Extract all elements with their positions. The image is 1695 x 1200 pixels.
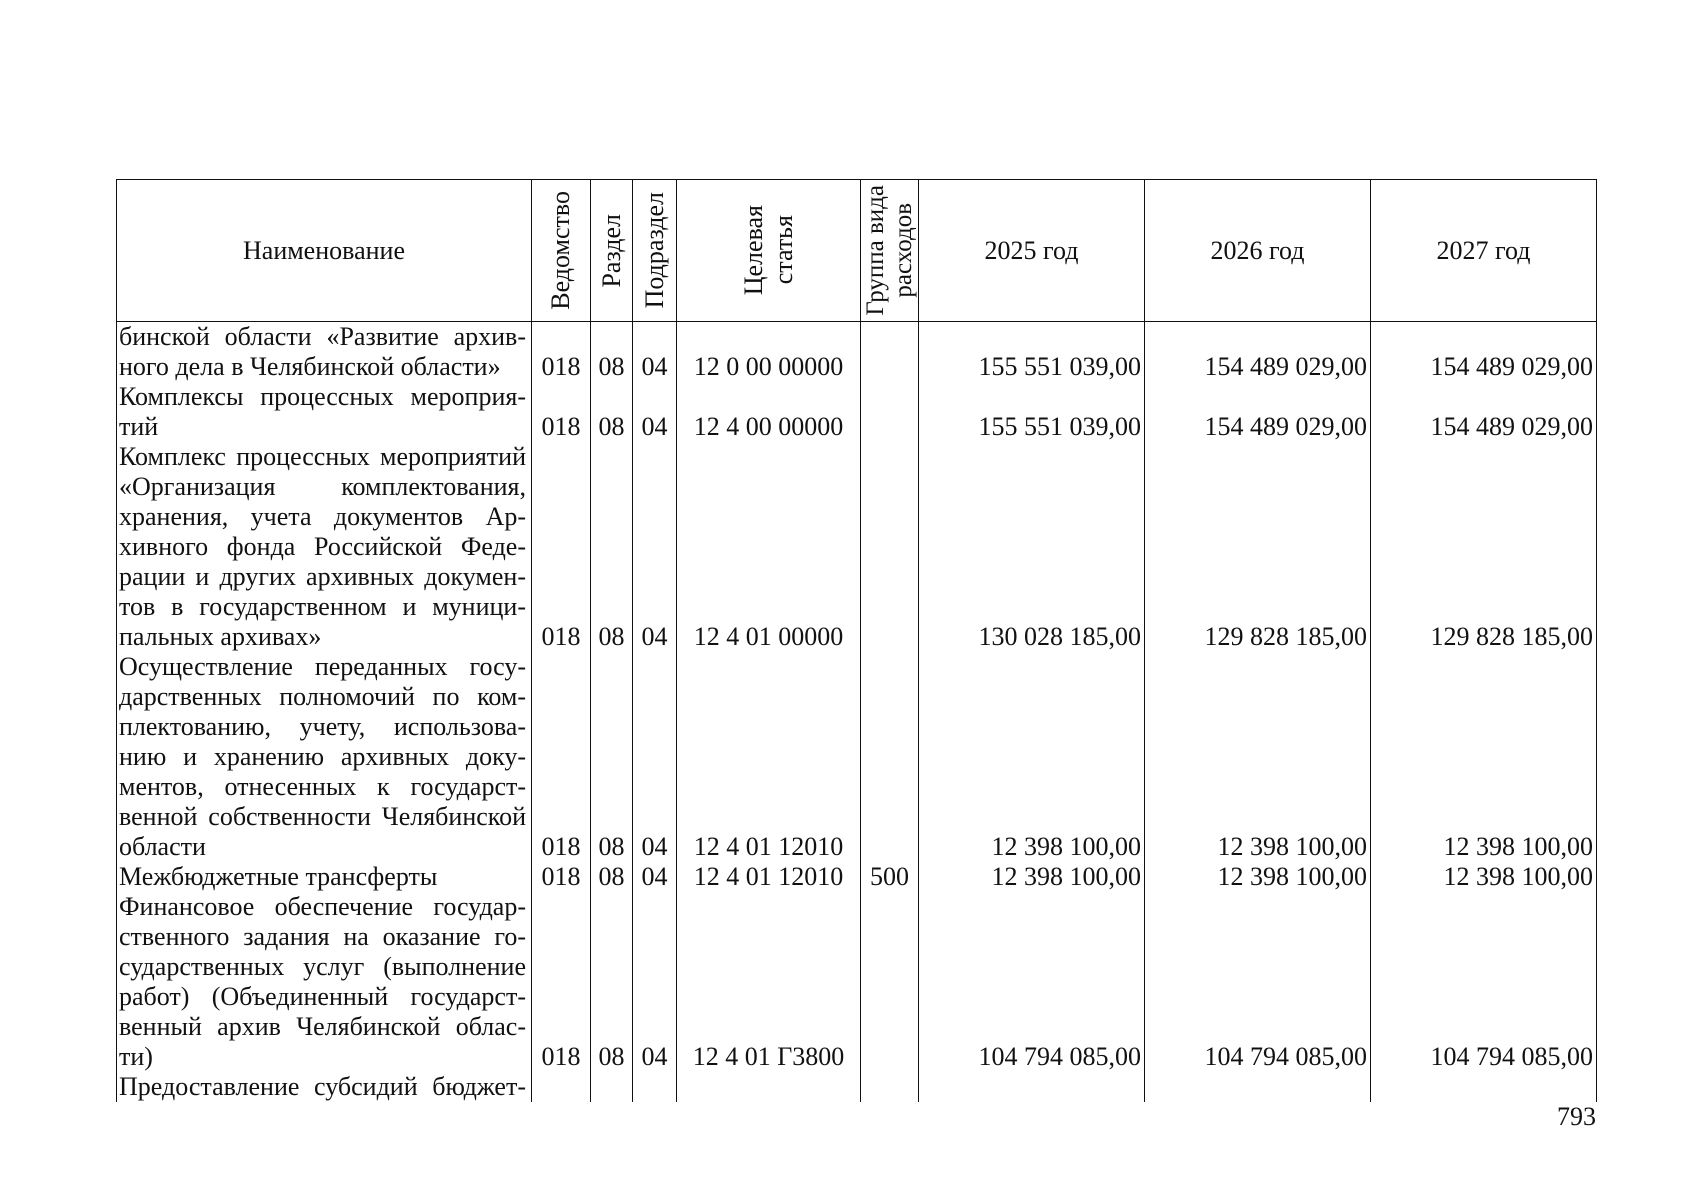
row-department-cell [532,1072,591,1102]
header-name: Наименование [117,180,532,322]
row-target-item-cell: 12 4 01 12010 [677,862,861,892]
table-row [117,382,1597,442]
row-amount-2026-cell [1145,1072,1371,1102]
row-name-line: ментов, отнесенных к государст- [119,772,526,801]
row-department-cell: 018 [532,892,591,1072]
row-section-cell: 08 [591,892,633,1072]
row-expense-type-group-cell [861,442,919,652]
budget-table [116,179,1597,1102]
row-name-line: области [119,832,206,861]
row-department-cell: 018 [532,382,591,442]
header-expense-type-group-line: расходов [889,203,917,298]
row-name-line: Комплексы процессных мероприя- [119,382,526,411]
row-name-cell [117,382,532,442]
row-name-line: пальных архивах» [119,622,322,651]
row-name-line: рации и других архивных докумен- [119,562,526,591]
row-name-line: сударственных услуг (выполнение [119,952,526,981]
row-name-cell [117,1072,532,1102]
table-row [117,322,1597,383]
row-name-cell [117,442,532,652]
table-row [117,652,1597,862]
row-amount-2025-cell: 155 551 039,00 [919,382,1145,442]
row-target-item-cell: 12 4 00 00000 [677,382,861,442]
row-amount-2025-cell: 12 398 100,00 [919,862,1145,892]
row-amount-2025-cell: 130 028 185,00 [919,442,1145,652]
header-expense-type-group [861,180,919,322]
row-department-cell: 018 [532,652,591,862]
row-amount-2025-cell [919,1072,1145,1102]
header-department [532,180,591,322]
header-subsection-label: Подраздел [639,192,669,309]
header-year-2027: 2027 год [1371,180,1597,322]
header-target-item-line: статья [768,215,798,286]
row-amount-2025-cell: 104 794 085,00 [919,892,1145,1072]
row-amount-2025-cell: 155 551 039,00 [919,322,1145,383]
row-name-cell [117,892,532,1072]
row-name-line: ственного задания на оказание го- [119,922,526,951]
header-expense-type-group-line: Группа вида [861,185,889,316]
row-expense-type-group-cell [861,322,919,383]
row-name-line: хранения, учета документов Ар- [119,502,526,531]
row-name-line: дарственных полномочий по ком- [119,682,526,711]
row-name-line: венный архив Челябинской облас- [119,1012,526,1041]
row-section-cell: 08 [591,442,633,652]
table-row [117,862,1597,892]
row-amount-2027-cell: 154 489 029,00 [1371,382,1597,442]
row-department-cell: 018 [532,322,591,383]
row-subsection-cell: 04 [633,892,677,1072]
row-name-line: хивного фонда Российской Феде- [119,532,526,561]
row-name-line: ного дела в Челябинской области» [119,352,501,381]
row-name-line: плектованию, учету, использова- [119,712,526,741]
row-department-cell: 018 [532,862,591,892]
row-target-item-cell: 12 4 01 12010 [677,652,861,862]
page-number: 793 [1557,1102,1596,1131]
header-section-label: Раздел [596,213,626,288]
table-body [117,322,1597,1103]
row-name-line: тов в государственном и муници- [119,592,526,621]
table-row [117,1072,1597,1102]
header-row [117,180,1597,322]
row-name-line: ти) [119,1042,153,1071]
row-subsection-cell: 04 [633,862,677,892]
header-expense-type-group-label [862,185,918,316]
row-name-cell [117,862,532,892]
row-target-item-cell: 12 4 01 00000 [677,442,861,652]
row-name-line: бинской области «Развитие архив- [119,322,526,351]
row-amount-2026-cell: 104 794 085,00 [1145,892,1371,1072]
row-amount-2026-cell: 154 489 029,00 [1145,382,1371,442]
row-expense-type-group-cell [861,1072,919,1102]
row-target-item-cell: 12 0 00 00000 [677,322,861,383]
row-amount-2027-cell: 12 398 100,00 [1371,862,1597,892]
row-amount-2027-cell [1371,1072,1597,1102]
row-name-line: нию и хранению архивных доку- [119,742,526,771]
row-name-line: Осуществление переданных госу- [119,652,526,681]
row-name-line: тий [119,412,159,441]
row-amount-2026-cell: 129 828 185,00 [1145,442,1371,652]
row-target-item-cell: 12 4 01 Г3800 [677,892,861,1072]
row-section-cell: 08 [591,382,633,442]
row-amount-2026-cell: 12 398 100,00 [1145,862,1371,892]
row-section-cell [591,1072,633,1102]
row-expense-type-group-cell [861,892,919,1072]
header-target-item-line: Целевая [738,205,768,296]
row-subsection-cell: 04 [633,322,677,383]
row-name-line: Предоставление субсидий бюджет- [119,1072,526,1101]
row-amount-2026-cell: 154 489 029,00 [1145,322,1371,383]
row-expense-type-group-cell [861,652,919,862]
row-amount-2027-cell: 12 398 100,00 [1371,652,1597,862]
header-subsection [633,180,677,322]
row-section-cell: 08 [591,862,633,892]
header-year-2025: 2025 год [919,180,1145,322]
row-name-cell [117,652,532,862]
header-year-2026: 2026 год [1145,180,1371,322]
table-header [117,180,1597,322]
table-row [117,442,1597,652]
row-expense-type-group-cell [861,382,919,442]
row-amount-2025-cell: 12 398 100,00 [919,652,1145,862]
header-target-item [677,180,861,322]
row-department-cell: 018 [532,442,591,652]
header-section [591,180,633,322]
row-amount-2026-cell: 12 398 100,00 [1145,652,1371,862]
row-expense-type-group-cell: 500 [861,862,919,892]
row-target-item-cell [677,1072,861,1102]
header-department-label: Ведомство [546,191,575,310]
row-subsection-cell [633,1072,677,1102]
row-subsection-cell: 04 [633,382,677,442]
row-amount-2027-cell: 104 794 085,00 [1371,892,1597,1072]
row-name-line: работ) (Объединенный государст- [119,982,526,1011]
row-name-line: Комплекс процессных мероприятий [119,442,526,471]
row-subsection-cell: 04 [633,442,677,652]
table-row [117,892,1597,1072]
row-name-line: Межбюджетные трансферты [119,862,438,891]
row-subsection-cell: 04 [633,652,677,862]
row-amount-2027-cell: 129 828 185,00 [1371,442,1597,652]
row-section-cell: 08 [591,652,633,862]
row-name-line: венной собственности Челябинской [119,802,526,831]
row-name-cell [117,322,532,383]
row-amount-2027-cell: 154 489 029,00 [1371,322,1597,383]
row-section-cell: 08 [591,322,633,383]
row-name-line: Финансовое обеспечение государ- [119,892,526,921]
header-target-item-label [739,205,799,295]
row-name-line: «Организация комплектования, [119,472,526,501]
